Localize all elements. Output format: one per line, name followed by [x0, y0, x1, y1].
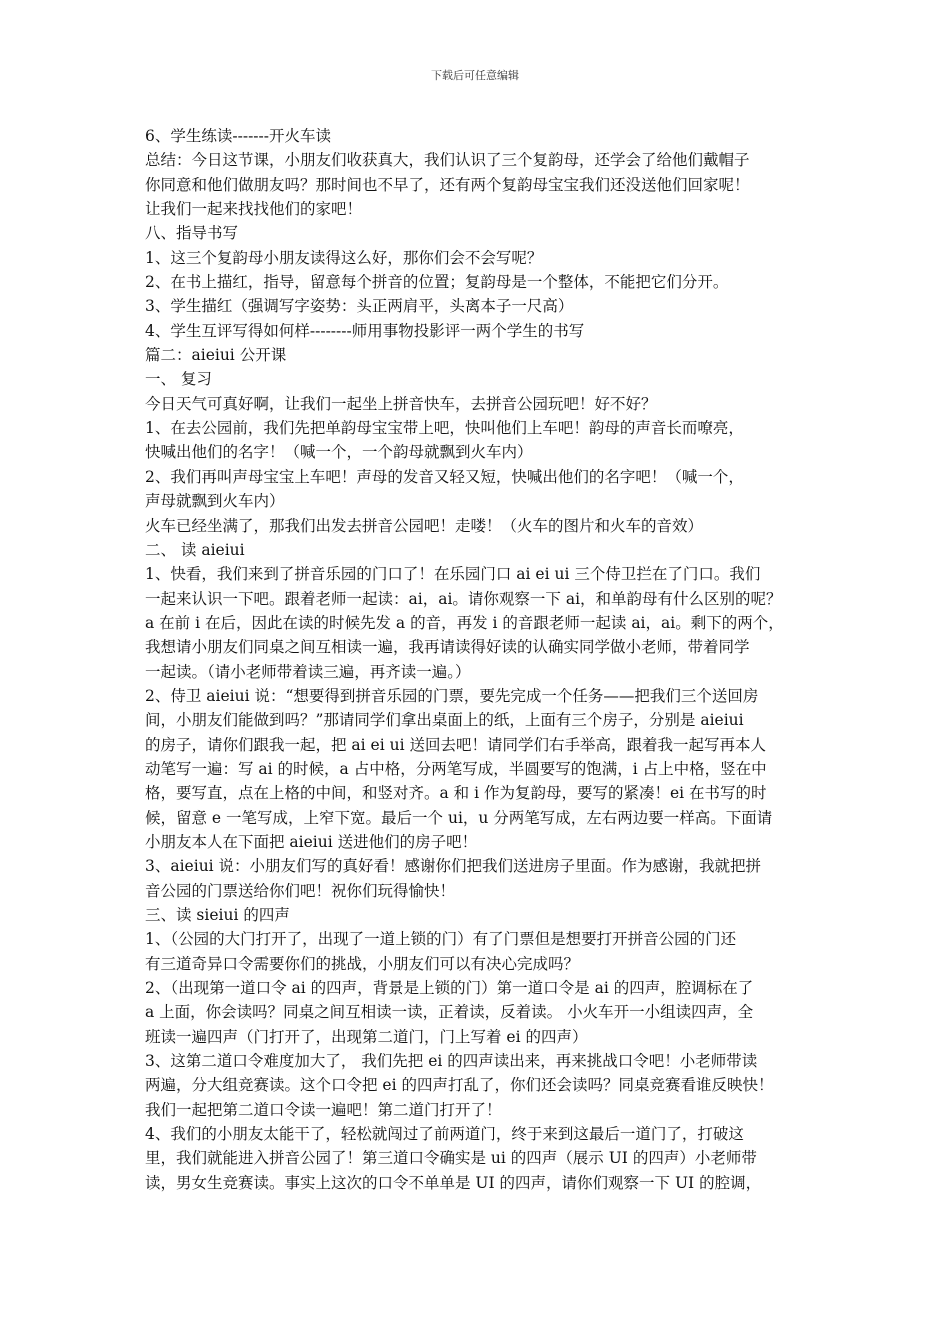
- text-line: 2、在书上描红，指导，留意每个拼音的位置；复韵母是一个整体，不能把它们分开。: [145, 273, 729, 292]
- text-line: 有三道奇异口令需要你们的挑战，小朋友们可以有决心完成吗？: [145, 954, 580, 973]
- text-line: 三、读 sieiui 的四声: [145, 906, 290, 924]
- text-line: 1、这三个复韵母小朋友读得这么好，那你们会不会写呢？: [145, 248, 543, 267]
- text-line: 1、在去公园前，我们先把单韵母宝宝带上吧，快叫他们上车吧！韵母的声音长而嘹亮，: [145, 419, 744, 438]
- text-line: 火车已经坐满了，那我们出发去拼音公园吧！走喽！（火车的图片和火车的音效）: [145, 516, 704, 535]
- text-line: 音公园的门票送给你们吧！祝你们玩得愉快！: [145, 881, 456, 900]
- text-line: 我想请小朋友们同桌之间互相读一遍，我再请读得好读的认确实同学做小老师，带着同学: [145, 638, 750, 657]
- text-line: 1、（公园的大门打开了，出现了一道上锁的门）有了门票但是想要打开拼音公园的门还: [145, 930, 737, 949]
- text-line: 3、学生描红（强调写字姿势：头正两肩平，头离本子一尺高）: [145, 297, 574, 316]
- text-line: 的房子，请你们跟我一起，把 ai ei ui 送回去吧！请同学们右手举高，跟着我一起写再本人: [145, 735, 766, 754]
- text-line: 一起读。（请小老师带着读三遍，再齐读一遍。）: [145, 662, 471, 681]
- text-line: 我们一起把第二道口令读一遍吧！第二道门打开了！: [145, 1100, 502, 1119]
- document-body: [145, 124, 823, 1195]
- text-line: 两遍，分大组竞赛读。这个口令把 ei 的四声打乱了，你们还会读吗？同桌竞赛看谁反映快！: [145, 1076, 774, 1095]
- text-line: 3、这第二道口令难度加大了， 我们先把 ei 的四声读出来，再来挑战口令吧！小老师带读: [145, 1052, 758, 1071]
- text-line: 一、 复习: [145, 370, 212, 389]
- text-line: 班读一遍四声（门打开了，出现第二道门，门上写着 ei 的四声）: [145, 1027, 588, 1046]
- page-header: 下载后可任意编辑: [431, 69, 519, 82]
- text-line: 动笔写一遍：写 ai 的时候，a 占中格，分两笔写成，半圆要写的饱满，i 占上中格，竖在中: [145, 759, 767, 778]
- text-line: 格，要写直，点在上格的中间，和竖对齐。a 和 i 作为复韵母，要写的紧凑！ei 在书写的时: [145, 784, 767, 803]
- text-line: a 在前 i 在后，因此在读的时候先发 a 的音，再发 i 的音跟老师一起读 ai，ai。剩下的两个，: [145, 613, 784, 632]
- text-line: 2、我们再叫声母宝宝上车吧！声母的发音又轻又短，快喊出他们的名字吧！（喊一个，: [145, 467, 744, 486]
- text-line: 篇二：aieiui 公开课: [145, 346, 287, 365]
- text-line: 总结：今日这节课，小朋友们收获真大，我们认识了三个复韵母，还学会了给他们戴帽子: [145, 151, 750, 170]
- text-line: 读，男女生竞赛读。事实上这次的口令不单单是 UI 的四声，请你们观察一下 UI 的腔调，: [145, 1173, 762, 1192]
- text-line: 你同意和他们做朋友吗？那时间也不早了，还有两个复韵母宝宝我们还没送他们回家呢！: [145, 175, 750, 194]
- text-line: 声母就飘到火车内）: [145, 492, 285, 511]
- text-line: 4、我们的小朋友太能干了，轻松就闯过了前两道门，终于来到这最后一道门了，打破这: [145, 1125, 744, 1144]
- text-line: 八、指导书写: [145, 224, 239, 243]
- text-line: 里，我们就能进入拼音公园了！第三道口令确实是 ui 的四声（展示 UI 的四声）小老师带: [145, 1149, 757, 1168]
- text-line: 让我们一起来找找他们的家吧！: [145, 200, 363, 219]
- text-line: a 上面，你会读吗？同桌之间互相读一读，正着读，反着读。 小火车开一小组读四声，全: [145, 1003, 754, 1022]
- text-line: 2、侍卫 aieiui 说：“想要得到拼音乐园的门票，要先完成一个任务——把我们三个送回房: [145, 686, 759, 705]
- text-line: 小朋友本人在下面把 aieiui 送进他们的房子吧！: [145, 832, 478, 851]
- text-line: 候，留意 e 一笔写成，上窄下宽。最后一个 ui，u 分两笔写成，左右两边要一样高。下面请: [145, 808, 773, 827]
- text-line: 1、快看，我们来到了拼音乐园的门口了！在乐园门口 ai ei ui 三个侍卫拦在了门口。我们: [145, 565, 761, 584]
- text-line: 二、 读 aieiui: [145, 540, 245, 559]
- text-line: 3、aieiui 说：小朋友们写的真好看！感谢你们把我们送进房子里面。作为感谢，我就把拼: [145, 857, 762, 876]
- text-line: 快喊出他们的名字！（喊一个，一个韵母就飘到火车内）: [145, 443, 533, 462]
- text-line: 一起来认识一下吧。跟着老师一起读：ai，ai。请你观察一下 ai，和单韵母有什么区别的呢？: [145, 589, 782, 608]
- text-line: 2、（出现第一道口令 ai 的四声，背景是上锁的门）第一道口令是 ai 的四声，腔调标在了: [145, 979, 754, 998]
- text-line: 今日天气可真好啊，让我们一起坐上拼音快车，去拼音公园玩吧！好不好？: [145, 394, 657, 413]
- text-line: 4、学生互评写得如何样--------师用事物投影评一两个学生的书写: [145, 321, 585, 340]
- text-line: 6、学生练读-------开火车读: [145, 127, 332, 145]
- text-line: 间，小朋友们能做到吗？”那请同学们拿出桌面上的纸，上面有三个房子，分别是 aieiui: [145, 711, 744, 730]
